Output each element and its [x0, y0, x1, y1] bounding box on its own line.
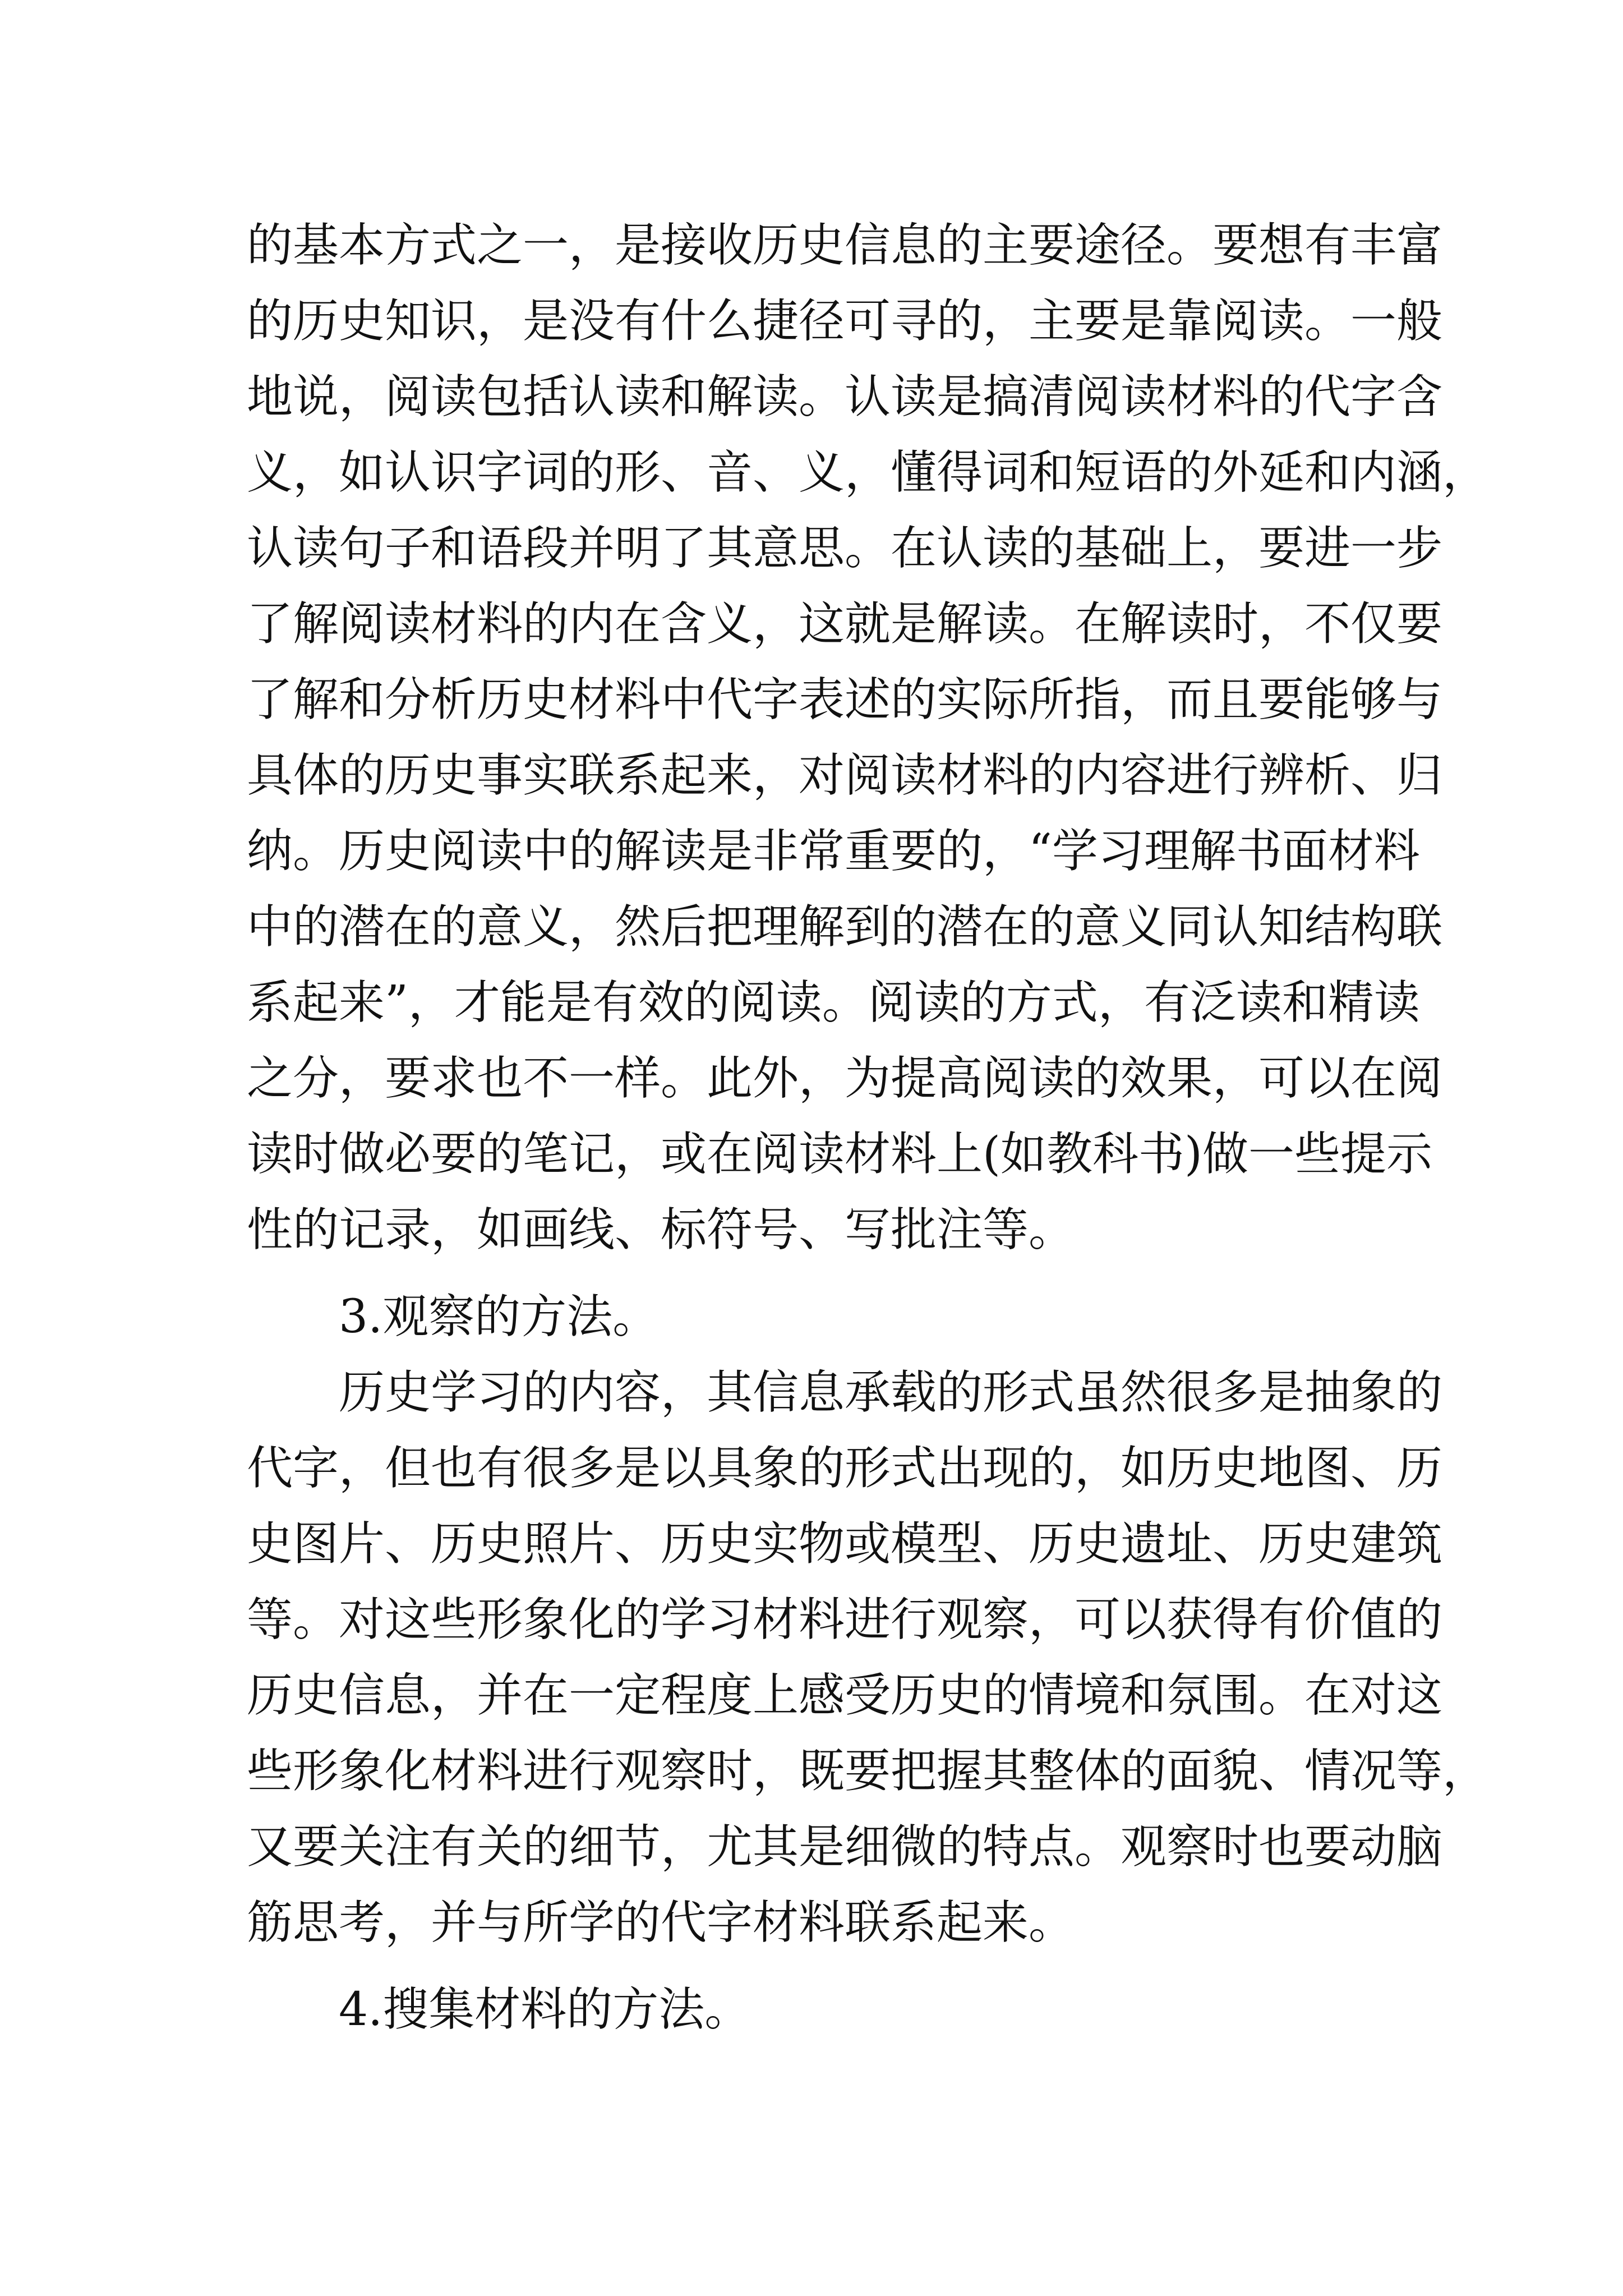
- text-line: 具体的历史事实联系起来，对阅读材料的内容进行辨析、归: [247, 749, 1443, 802]
- text-line: 中的潜在的意义，然后把理解到的潜在的意义同认知结构联: [247, 900, 1443, 954]
- section-heading-collecting-materials: 4.搜集材料的方法。: [339, 1983, 751, 2036]
- text-line: 的基本方式之一，是接收历史信息的主要途径。要想有丰富: [247, 219, 1443, 272]
- text-line: 纳。历史阅读中的解读是非常重要的，“学习理解书面材料: [247, 825, 1420, 878]
- text-line: 义，如认识字词的形、音、义，懂得词和短语的外延和内涵，: [247, 446, 1489, 499]
- text-line: 的历史知识，是没有什么捷径可寻的，主要是靠阅读。一般: [247, 295, 1443, 348]
- text-line: 又要关注有关的细节，尤其是细微的特点。观察时也要动脑: [247, 1820, 1443, 1874]
- text-line: 些形象化材料进行观察时，既要把握其整体的面貌、情况等，: [247, 1745, 1489, 1798]
- text-line: 历史学习的内容，其信息承载的形式虽然很多是抽象的: [339, 1366, 1443, 1419]
- text-line: 性的记录，如画线、标符号、写批注等。: [247, 1203, 1075, 1257]
- text-line: 了解和分析历史材料中代字表述的实际所指，而且要能够与: [247, 673, 1443, 726]
- text-line: 了解阅读材料的内在含义，这就是解读。在解读时，不仅要: [247, 597, 1443, 651]
- text-line: 之分，要求也不一样。此外，为提高阅读的效果，可以在阅: [247, 1052, 1443, 1105]
- text-line: 等。对这些形象化的学习材料进行观察，可以获得有价值的: [247, 1593, 1443, 1646]
- paragraph-observation: [247, 1355, 1489, 1961]
- text-line: 认读句子和语段并明了其意思。在认读的基础上，要进一步: [247, 522, 1443, 575]
- section-heading-observation: 3.观察的方法。: [339, 1290, 659, 1343]
- text-line: 读时做必要的笔记，或在阅读材料上(如教科书)做一些提示: [247, 1128, 1432, 1181]
- text-line: 代字，但也有很多是以具象的形式出现的，如历史地图、历: [247, 1442, 1443, 1495]
- document-body: [247, 208, 1489, 2047]
- paragraph-reading: [247, 208, 1489, 1268]
- text-line: 系起来”，才能是有效的阅读。阅读的方式，有泛读和精读: [247, 976, 1420, 1029]
- text-line: 史图片、历史照片、历史实物或模型、历史遗址、历史建筑: [247, 1517, 1443, 1571]
- text-line: 地说，阅读包括认读和解读。认读是搞清阅读材料的代字含: [247, 370, 1443, 424]
- text-line: 历史信息，并在一定程度上感受历史的情境和氛围。在对这: [247, 1669, 1443, 1722]
- text-line: 筋思考，并与所学的代字材料联系起来。: [247, 1896, 1075, 1949]
